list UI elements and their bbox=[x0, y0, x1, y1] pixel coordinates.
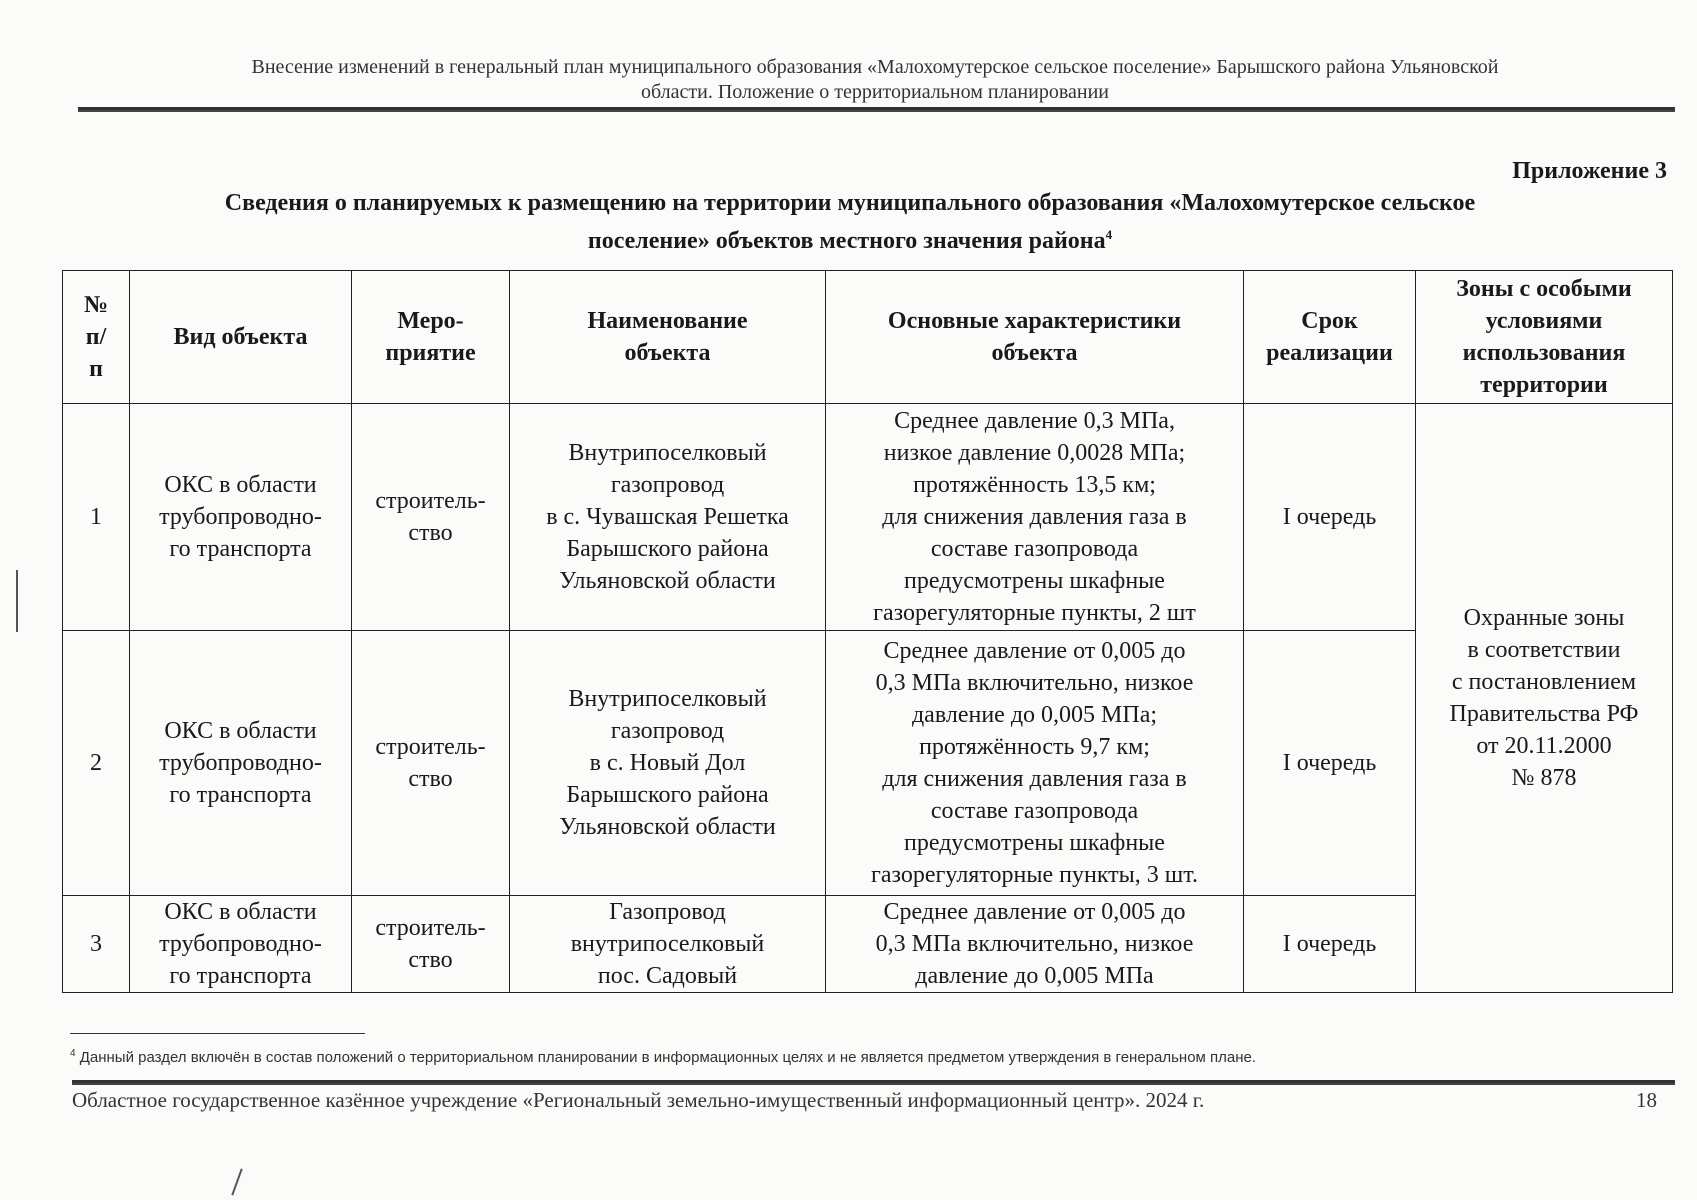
cell-action: строитель- ство bbox=[352, 404, 510, 631]
cell-num: 3 bbox=[63, 896, 130, 993]
table-header-row bbox=[63, 271, 1673, 404]
title-line-2: поселение» объектов местного значения района bbox=[587, 228, 1106, 254]
cell-object-type: ОКС в области трубопроводно- го транспорта bbox=[130, 896, 352, 993]
cell-object-name: Газопровод внутрипоселковый пос. Садовый bbox=[510, 896, 826, 993]
footnote-ref: 4 bbox=[70, 1048, 76, 1059]
cell-num: 2 bbox=[63, 631, 130, 896]
cell-action: строитель- ство bbox=[352, 896, 510, 993]
footnote bbox=[70, 1048, 1630, 1066]
document-header bbox=[95, 55, 1655, 105]
cell-object-name: Внутрипоселковый газопровод в с. Чувашская Решетка Барышского района Ульяновской области bbox=[510, 404, 826, 631]
header-object-name: Наименование объекта bbox=[510, 271, 826, 404]
cell-object-type: ОКС в области трубопроводно- го транспорта bbox=[130, 631, 352, 896]
scan-mark bbox=[16, 570, 18, 632]
document-footer bbox=[72, 1088, 1657, 1113]
header-object-type: Вид объекта bbox=[130, 271, 352, 404]
footnote-separator bbox=[70, 1033, 365, 1034]
cell-term: I очередь bbox=[1244, 631, 1416, 896]
table-row bbox=[63, 404, 1673, 631]
cell-term: I очередь bbox=[1244, 896, 1416, 993]
cell-object-type: ОКС в области трубопроводно- го транспорта bbox=[130, 404, 352, 631]
header-line-2: области. Положение о территориальном планировании bbox=[641, 81, 1109, 103]
cell-num: 1 bbox=[63, 404, 130, 631]
header-action: Меро- приятие bbox=[352, 271, 510, 404]
footnote-text: Данный раздел включён в состав положений о территориальном планировании в информационных целях и не является предметом утверждения в генеральном плане. bbox=[79, 1049, 1257, 1066]
title-line-1: Сведения о планируемых к размещению на территории муниципального образования «Малохомутерское сельское bbox=[224, 190, 1476, 216]
footer-org: Областное государственное казённое учреждение «Региональный земельно-имущественный информационный центр». 2024 г. bbox=[72, 1088, 1205, 1112]
footer-rule bbox=[72, 1080, 1675, 1085]
header-line-1: Внесение изменений в генеральный план муниципального образования «Малохомутерское сельское поселение» Барышского района Ульяновской bbox=[251, 56, 1499, 78]
cell-characteristics: Среднее давление от 0,005 до 0,3 МПа включительно, низкое давление до 0,005 МПа bbox=[826, 896, 1244, 993]
cell-action: строитель- ство bbox=[352, 631, 510, 896]
header-characteristics: Основные характеристики объекта bbox=[826, 271, 1244, 404]
cell-characteristics: Среднее давление от 0,005 до 0,3 МПа включительно, низкое давление до 0,005 МПа; протяжённость 9,7 км; для снижения давления газа в составе газопровода предусмотрены шкафные газорегуляторные пункты, 3 шт. bbox=[826, 631, 1244, 896]
appendix-label: Приложение 3 bbox=[1512, 158, 1667, 184]
cell-zones: Охранные зоны в соответствии с постановлением Правительства РФ от 20.11.2000 № 878 bbox=[1416, 404, 1673, 993]
page-number: 18 bbox=[1636, 1088, 1657, 1112]
cell-term: I очередь bbox=[1244, 404, 1416, 631]
objects-table bbox=[62, 270, 1673, 993]
header-zones: Зоны с особыми условиями использования территории bbox=[1416, 271, 1673, 404]
header-term: Срок реализации bbox=[1244, 271, 1416, 404]
header-rule bbox=[78, 107, 1675, 112]
cell-object-name: Внутрипоселковый газопровод в с. Новый Дол Барышского района Ульяновской области bbox=[510, 631, 826, 896]
cell-characteristics: Среднее давление 0,3 МПа, низкое давление 0,0028 МПа; протяжённость 13,5 км; для снижения давления газа в составе газопровода предусмотрены шкафные газорегуляторные пункты, 2 шт bbox=[826, 404, 1244, 631]
header-num: № п/ п bbox=[63, 271, 130, 404]
title-footnote-ref: 4 bbox=[1105, 227, 1113, 242]
section-title bbox=[110, 188, 1590, 257]
scan-mark bbox=[231, 1169, 242, 1196]
